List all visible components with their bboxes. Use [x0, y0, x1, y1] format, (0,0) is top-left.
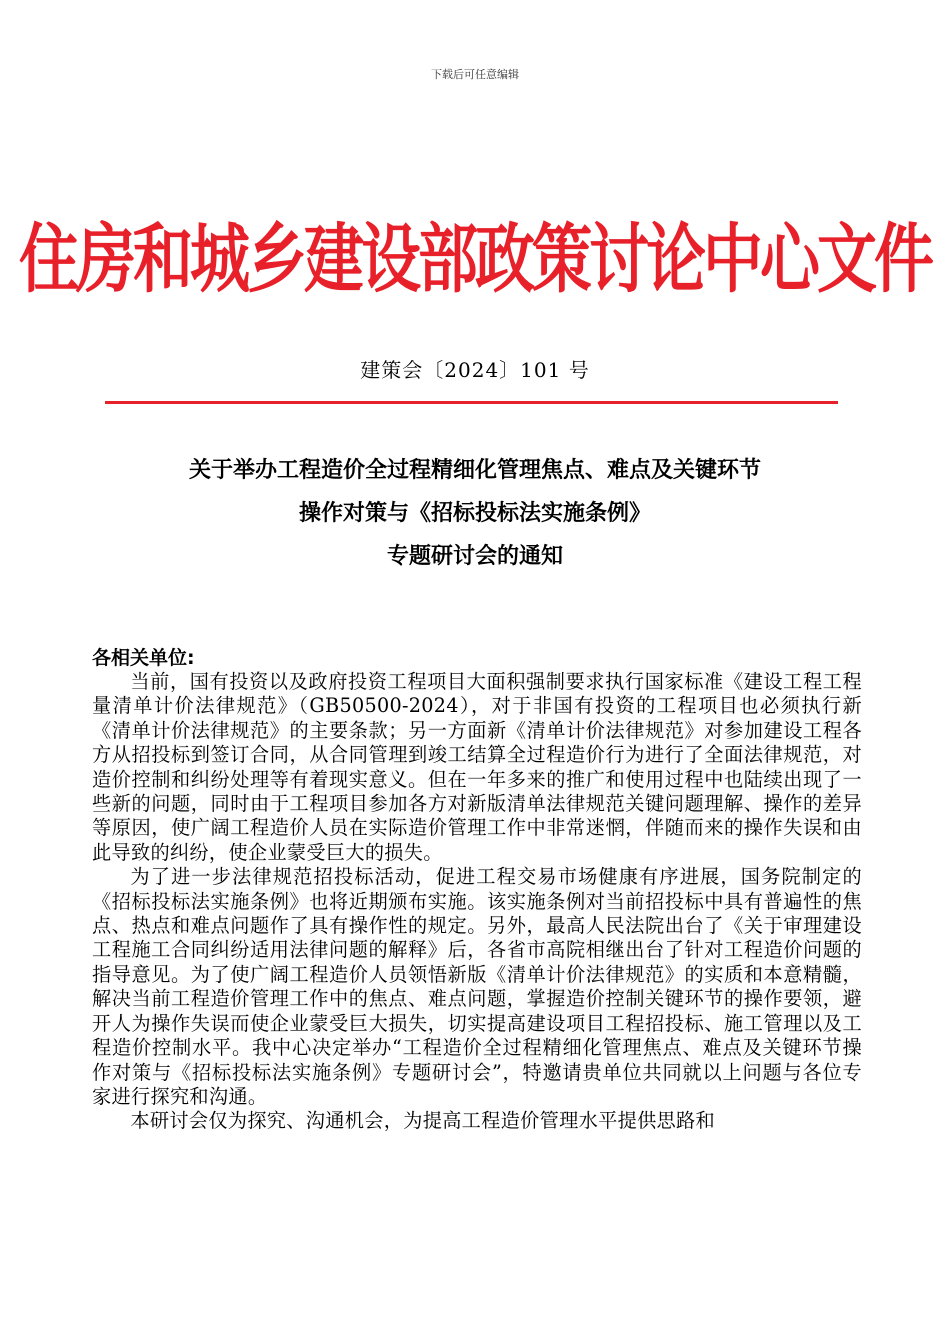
title-line-2: 操作对策与《招标投标法实施条例》: [298, 501, 651, 526]
document-number: 建策会〔2024〕101 号: [360, 358, 590, 382]
red-divider: [105, 401, 838, 404]
title-line-1: 关于举办工程造价全过程精细化管理焦点、难点及关键环节: [188, 458, 761, 483]
watermark-text: 下载后可任意编辑: [431, 68, 519, 81]
body-text: [92, 670, 862, 1134]
document-masthead: 住房和城乡建设部政策讨论中心文件: [19, 216, 931, 304]
notice-title: [90, 449, 860, 578]
body-paragraph-1: 当前，国有投资以及政府投资工程项目大面积强制要求执行国家标准《建设工程工程量清单计价法律规范》（GB50500-2024），对于非国有投资的工程项目也必须执行新《清单计价法律规范》的主要条款；另一方面新《清单计价法律规范》对参加建设工程各方从招投标到签订合同，从合同管理到竣工结算全过程造价行为进行了全面法律规范，对造价控制和纠纷处理等有着现实意义。但在一年多来的推广和使用过程中也陆续出现了一些新的问题，同时由于工程项目参加各方对新版清单法律规范关键问题理解、操作的差异等原因，使广阔工程造价人员在实际造价管理工作中非常迷惘，伴随而来的操作失误和由此导致的纠纷，使企业蒙受巨大的损失。: [92, 670, 862, 864]
salutation: 各相关单位:: [92, 647, 195, 669]
title-line-3: 专题研讨会的通知: [386, 544, 563, 569]
body-paragraph-2: 为了进一步法律规范招投标活动，促进工程交易市场健康有序进展，国务院制定的《招标投标法实施条例》也将近期颁布实施。该实施条例对当前招投标中具有普遍性的焦点、热点和难点问题作了具有操作性的规定。另外，最高人民法院出台了《关于审理建设工程施工合同纠纷适用法律问题的解释》后，各省市高院相继出台了针对工程造价问题的指导意见。为了使广阔工程造价人员领悟新版《清单计价法律规范》的实质和本意精髓，解决当前工程造价管理工作中的焦点、难点问题，掌握造价控制关键环节的操作要领，避开人为操作失误而使企业蒙受巨大损失，切实提高建设项目工程招投标、施工管理以及工程造价控制水平。我中心决定举办“工程造价全过程精细化管理焦点、难点及关键环节操作对策与《招标投标法实施条例》专题研讨会”，特邀请贵单位共同就以上问题与各位专家进行探究和沟通。: [92, 865, 862, 1108]
body-paragraph-3: 本研讨会仅为探究、沟通机会，为提高工程造价管理水平提供思路和: [130, 1109, 716, 1133]
